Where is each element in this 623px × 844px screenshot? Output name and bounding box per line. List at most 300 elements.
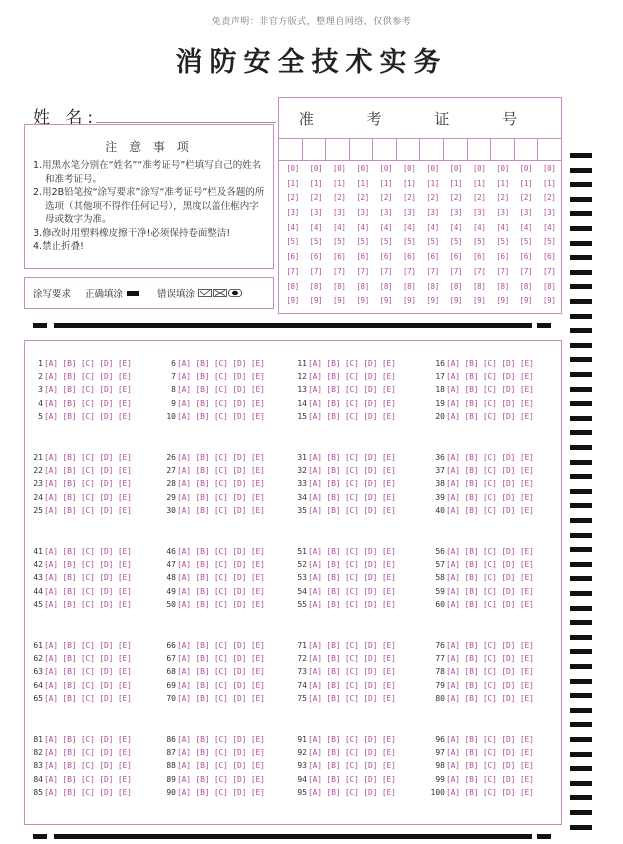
top-divider [54, 323, 532, 328]
question-number: 39 [435, 492, 445, 502]
exam-id-digit-bubble[interactable]: [4] [379, 222, 393, 232]
exam-id-digit-bubble[interactable]: [7] [449, 266, 463, 276]
answer-options[interactable]: [A] [B] [C] [D] [E] [44, 748, 132, 758]
answer-column [425, 451, 534, 517]
exam-id-box-3[interactable] [326, 138, 350, 160]
answer-options[interactable]: [A] [B] [C] [D] [E] [177, 693, 265, 703]
answer-options[interactable]: [A] [B] [C] [D] [E] [446, 560, 534, 570]
answer-options[interactable]: [A] [B] [C] [D] [E] [446, 693, 534, 703]
answer-options[interactable]: [A] [B] [C] [D] [E] [446, 761, 534, 771]
name-field[interactable] [96, 122, 276, 123]
exam-id-digit-bubble[interactable]: [7] [542, 266, 556, 276]
question-number: 83 [33, 761, 43, 771]
exam-id-digit-bubble[interactable]: [3] [356, 208, 369, 218]
exam-id-digit-bubble[interactable]: [6] [496, 252, 509, 262]
exam-id-column [328, 162, 351, 309]
answer-options[interactable]: [A] [B] [C] [D] [E] [308, 560, 396, 570]
exam-id-box-9[interactable] [468, 138, 492, 160]
exam-id-digit-bubble[interactable]: [8] [402, 281, 416, 291]
answer-options[interactable]: [A] [B] [C] [D] [E] [308, 398, 396, 408]
question-row [425, 773, 534, 786]
exam-id-digit-bubble[interactable]: [9] [496, 296, 509, 306]
answer-options[interactable]: [A] [B] [C] [D] [E] [446, 641, 534, 650]
exam-id-digit-bubble[interactable]: [4] [286, 222, 299, 232]
question-row [29, 759, 132, 772]
answer-options[interactable]: [A] [B] [C] [D] [E] [177, 492, 265, 502]
question-number: 51 [297, 547, 307, 556]
exam-id-digit-bubble[interactable]: [3] [426, 208, 439, 218]
answer-options[interactable]: [A] [B] [C] [D] [E] [177, 453, 265, 462]
exam-id-digit-bubble[interactable]: [1] [356, 178, 369, 188]
answer-options[interactable]: [A] [B] [C] [D] [E] [308, 492, 396, 502]
exam-id-digit-bubble[interactable]: [6] [449, 252, 463, 262]
exam-id-digit-bubble[interactable]: [8] [519, 281, 533, 291]
answer-options[interactable]: [A] [B] [C] [D] [E] [177, 654, 265, 664]
question-number: 98 [435, 761, 445, 771]
exam-id-digit-bubble[interactable]: [7] [402, 266, 416, 276]
exam-id-digit-bubble[interactable]: [4] [472, 222, 486, 232]
question-row [293, 759, 396, 772]
answer-options[interactable]: [A] [B] [C] [D] [E] [44, 667, 132, 677]
question-row [29, 665, 132, 678]
exam-id-digit-bubble[interactable]: [2] [519, 193, 533, 203]
answer-options[interactable]: [A] [B] [C] [D] [E] [446, 573, 534, 583]
exam-id-digit-bubble[interactable]: [3] [402, 208, 416, 218]
exam-id-digit-bubble[interactable]: [5] [472, 237, 486, 247]
exam-id-box-8[interactable] [444, 138, 468, 160]
exam-id-digit-bubble[interactable]: [3] [496, 208, 509, 218]
answer-options[interactable]: [A] [B] [C] [D] [E] [177, 667, 265, 677]
question-number: 75 [297, 693, 307, 703]
question-number: 30 [166, 505, 176, 515]
answer-options[interactable]: [A] [B] [C] [D] [E] [308, 505, 396, 515]
answer-options[interactable]: [A] [B] [C] [D] [E] [177, 787, 265, 797]
question-row [293, 746, 396, 759]
exam-id-digit-bubble[interactable]: [3] [542, 208, 556, 218]
exam-id-digit-bubble[interactable]: [4] [402, 222, 416, 232]
exam-id-digit-bubble[interactable]: [1] [286, 178, 299, 188]
answer-options[interactable]: [A] [B] [C] [D] [E] [177, 586, 265, 596]
answer-options[interactable]: [A] [B] [C] [D] [E] [446, 667, 534, 677]
timing-mark [570, 518, 592, 523]
exam-id-digit-bubble[interactable]: [5] [309, 237, 323, 247]
exam-id-digit-bubble[interactable]: [2] [356, 193, 369, 203]
exam-id-digit-bubble[interactable]: [9] [519, 296, 533, 306]
exam-id-digit-bubble[interactable]: [1] [496, 178, 509, 188]
answer-options[interactable]: [A] [B] [C] [D] [E] [446, 385, 534, 395]
exam-id-digit-bubble[interactable]: [8] [356, 281, 369, 291]
question-row [29, 451, 132, 464]
answer-options[interactable]: [A] [B] [C] [D] [E] [177, 680, 265, 690]
exam-id-digit-bubble[interactable]: [9] [309, 296, 323, 306]
exam-id-digit-bubble[interactable]: [6] [402, 252, 416, 262]
answer-options[interactable]: [A] [B] [C] [D] [E] [44, 385, 132, 395]
question-number: 47 [166, 560, 176, 570]
question-number: 67 [166, 654, 176, 664]
answer-options[interactable]: [A] [B] [C] [D] [E] [308, 586, 396, 596]
exam-id-box-6[interactable] [397, 138, 421, 160]
exam-id-digit-bubble[interactable]: [8] [332, 281, 346, 291]
exam-id-digit-bubble[interactable]: [5] [426, 237, 439, 247]
answer-options[interactable]: [A] [B] [C] [D] [E] [44, 573, 132, 583]
answer-options[interactable]: [A] [B] [C] [D] [E] [446, 599, 534, 609]
exam-id-box-4[interactable] [350, 138, 374, 160]
exam-id-digit-bubble[interactable]: [3] [332, 208, 346, 218]
exam-id-digit-bubble[interactable]: [5] [379, 237, 393, 247]
answer-column [29, 733, 132, 799]
exam-id-column [538, 162, 561, 309]
exam-id-digit-bubble[interactable]: [2] [426, 193, 439, 203]
answer-options[interactable]: [A] [B] [C] [D] [E] [44, 359, 132, 368]
exam-id-digit-bubble[interactable]: [3] [472, 208, 486, 218]
answer-options[interactable]: [A] [B] [C] [D] [E] [308, 641, 396, 650]
question-row [29, 504, 132, 517]
answer-options[interactable]: [A] [B] [C] [D] [E] [44, 761, 132, 771]
exam-id-digit-bubble[interactable]: [3] [519, 208, 533, 218]
answer-options[interactable]: [A] [B] [C] [D] [E] [177, 774, 265, 784]
exam-id-digit-bubble[interactable]: [6] [542, 252, 556, 262]
answer-options[interactable]: [A] [B] [C] [D] [E] [446, 774, 534, 784]
answer-options[interactable]: [A] [B] [C] [D] [E] [44, 693, 132, 703]
question-number: 33 [297, 479, 307, 489]
timing-mark [570, 576, 592, 581]
exam-id-digit-bubble[interactable]: [2] [496, 193, 509, 203]
exam-id-digit-bubble[interactable]: [5] [402, 237, 416, 247]
exam-id-digit-bubble[interactable]: [9] [286, 296, 299, 306]
exam-id-digit-bubble[interactable]: [6] [426, 252, 439, 262]
exam-id-digit-bubble[interactable]: [5] [332, 237, 346, 247]
exam-id-digit-bubble[interactable]: [6] [309, 252, 323, 262]
question-row [425, 491, 534, 504]
answer-options[interactable]: [A] [B] [C] [D] [E] [446, 453, 534, 462]
exam-id-digit-bubble[interactable]: [0] [286, 164, 299, 173]
question-row [425, 383, 534, 396]
answer-options[interactable]: [A] [B] [C] [D] [E] [44, 492, 132, 502]
bottom-divider-right [537, 834, 551, 839]
answer-options[interactable]: [A] [B] [C] [D] [E] [177, 411, 265, 421]
answer-options[interactable]: [A] [B] [C] [D] [E] [446, 787, 534, 797]
exam-id-digit-bubble[interactable]: [9] [332, 296, 346, 306]
question-number: 90 [166, 787, 176, 797]
exam-id-digit-bubble[interactable]: [9] [356, 296, 369, 306]
exam-id-digit-bubble[interactable]: [0] [309, 164, 323, 173]
answer-options[interactable]: [A] [B] [C] [D] [E] [308, 735, 396, 744]
exam-id-digit-bubble[interactable]: [1] [519, 178, 533, 188]
exam-id-digit-bubble[interactable]: [1] [309, 178, 323, 188]
exam-id-digit-bubble[interactable]: [9] [402, 296, 416, 306]
exam-id-digit-bubble[interactable]: [8] [286, 281, 299, 291]
answer-column [425, 639, 534, 705]
exam-id-digit-bubble[interactable]: [8] [496, 281, 509, 291]
exam-id-box-2[interactable] [303, 138, 327, 160]
question-number: 70 [166, 693, 176, 703]
answer-options[interactable]: [A] [B] [C] [D] [E] [446, 398, 534, 408]
exam-id-digit-bubble[interactable]: [7] [426, 266, 439, 276]
question-row [162, 692, 265, 705]
exam-id-digit-bubble[interactable]: [4] [542, 222, 556, 232]
question-row [29, 410, 132, 423]
exam-id-digit-bubble[interactable]: [3] [449, 208, 463, 218]
answer-options[interactable]: [A] [B] [C] [D] [E] [44, 398, 132, 408]
exam-id-digit-bubble[interactable]: [8] [472, 281, 486, 291]
answer-options[interactable]: [A] [B] [C] [D] [E] [177, 359, 265, 368]
exam-id-digit-bubble[interactable]: [0] [402, 164, 416, 173]
answer-options[interactable]: [A] [B] [C] [D] [E] [446, 359, 534, 368]
exam-id-digit-bubble[interactable]: [2] [472, 193, 486, 203]
answer-options[interactable]: [A] [B] [C] [D] [E] [177, 573, 265, 583]
answer-options[interactable]: [A] [B] [C] [D] [E] [446, 372, 534, 382]
exam-id-box-5[interactable] [373, 138, 397, 160]
exam-id-digit-bubble[interactable]: [2] [286, 193, 299, 203]
answer-options[interactable]: [A] [B] [C] [D] [E] [177, 641, 265, 650]
answer-options[interactable]: [A] [B] [C] [D] [E] [446, 680, 534, 690]
exam-id-digit-bubble[interactable]: [7] [519, 266, 533, 276]
answer-options[interactable]: [A] [B] [C] [D] [E] [446, 586, 534, 596]
exam-id-digit-bubble[interactable]: [7] [379, 266, 393, 276]
exam-id-box-10[interactable] [491, 138, 515, 160]
answer-options[interactable]: [A] [B] [C] [D] [E] [44, 680, 132, 690]
exam-id-digit-bubble[interactable]: [7] [286, 266, 299, 276]
answer-options[interactable]: [A] [B] [C] [D] [E] [44, 599, 132, 609]
question-number: 86 [166, 735, 176, 744]
question-row [425, 598, 534, 611]
question-row [293, 464, 396, 477]
exam-id-digit-bubble[interactable]: [4] [496, 222, 509, 232]
exam-id-digit-bubble[interactable]: [2] [379, 193, 393, 203]
question-number: 15 [297, 411, 307, 421]
timing-mark [570, 766, 592, 771]
answer-options[interactable]: [A] [B] [C] [D] [E] [308, 359, 396, 368]
exam-id-digit-bubble[interactable]: [9] [379, 296, 393, 306]
answer-options[interactable]: [A] [B] [C] [D] [E] [177, 735, 265, 744]
answer-options[interactable]: [A] [B] [C] [D] [E] [308, 385, 396, 395]
answer-options[interactable]: [A] [B] [C] [D] [E] [446, 466, 534, 476]
answer-options[interactable]: [A] [B] [C] [D] [E] [44, 560, 132, 570]
answer-options[interactable]: [A] [B] [C] [D] [E] [308, 680, 396, 690]
answer-options[interactable]: [A] [B] [C] [D] [E] [446, 547, 534, 556]
exam-id-digit-bubble[interactable]: [7] [332, 266, 346, 276]
exam-id-digit-bubble[interactable]: [5] [496, 237, 509, 247]
answer-options[interactable]: [A] [B] [C] [D] [E] [44, 505, 132, 515]
answer-options[interactable]: [A] [B] [C] [D] [E] [177, 547, 265, 556]
exam-id-digit-bubble[interactable]: [4] [356, 222, 369, 232]
exam-id-digit-bubble[interactable]: [8] [309, 281, 323, 291]
exam-id-digit-bubble[interactable]: [6] [519, 252, 533, 262]
exam-id-digit-bubble[interactable]: [2] [332, 193, 346, 203]
question-number: 71 [297, 641, 307, 650]
answer-options[interactable]: [A] [B] [C] [D] [E] [44, 654, 132, 664]
question-row [293, 545, 396, 558]
answer-column [293, 451, 396, 517]
question-row [293, 558, 396, 571]
question-number: 92 [297, 748, 307, 758]
question-number: 66 [166, 641, 176, 650]
question-number: 45 [33, 599, 43, 609]
notice-item-3: 3.修改时用塑料橡皮擦干净!必须保持卷面整洁! [33, 227, 231, 239]
question-number: 79 [435, 680, 445, 690]
answer-options[interactable]: [A] [B] [C] [D] [E] [308, 599, 396, 609]
exam-id-write-boxes[interactable] [279, 138, 561, 161]
question-number: 81 [33, 735, 43, 744]
answer-options[interactable]: [A] [B] [C] [D] [E] [446, 748, 534, 758]
exam-id-digit-bubble[interactable]: [7] [356, 266, 369, 276]
exam-id-digit-bubble[interactable]: [3] [309, 208, 323, 218]
exam-id-digit-bubble[interactable]: [1] [472, 178, 486, 188]
answer-options[interactable]: [A] [B] [C] [D] [E] [308, 774, 396, 784]
exam-id-digit-bubble[interactable]: [7] [472, 266, 486, 276]
wrong-fill-label: 错误填涂 [157, 289, 196, 300]
answer-options[interactable]: [A] [B] [C] [D] [E] [308, 761, 396, 771]
exam-id-digit-bubble[interactable]: [4] [426, 222, 439, 232]
answer-options[interactable]: [A] [B] [C] [D] [E] [308, 411, 396, 421]
exam-id-digit-bubble[interactable]: [1] [379, 178, 393, 188]
answer-options[interactable]: [A] [B] [C] [D] [E] [177, 748, 265, 758]
exam-id-box-7[interactable] [420, 138, 444, 160]
answer-options[interactable]: [A] [B] [C] [D] [E] [177, 385, 265, 395]
answer-options[interactable]: [A] [B] [C] [D] [E] [177, 398, 265, 408]
question-row [293, 383, 396, 396]
exam-id-digit-bubble[interactable]: [7] [309, 266, 323, 276]
answer-options[interactable]: [A] [B] [C] [D] [E] [44, 547, 132, 556]
exam-id-digit-bubble[interactable]: [1] [542, 178, 556, 188]
exam-id-digit-bubble[interactable]: [1] [449, 178, 463, 188]
answer-options[interactable]: [A] [B] [C] [D] [E] [446, 505, 534, 515]
question-number: 78 [435, 667, 445, 677]
exam-id-digit-bubble[interactable]: [1] [332, 178, 346, 188]
exam-id-digit-bubble[interactable]: [8] [426, 281, 439, 291]
answer-options[interactable]: [A] [B] [C] [D] [E] [177, 560, 265, 570]
exam-id-digit-bubble[interactable]: [0] [356, 164, 369, 173]
answer-options[interactable]: [A] [B] [C] [D] [E] [446, 735, 534, 744]
exam-id-digit-bubble[interactable]: [3] [286, 208, 299, 218]
exam-id-digit-bubble[interactable]: [4] [449, 222, 463, 232]
timing-mark [570, 474, 592, 479]
answer-options[interactable]: [A] [B] [C] [D] [E] [44, 586, 132, 596]
timing-mark [570, 401, 592, 406]
exam-id-box-11[interactable] [515, 138, 539, 160]
question-number: 34 [297, 492, 307, 502]
answer-options[interactable]: [A] [B] [C] [D] [E] [308, 654, 396, 664]
exam-id-digit-bubble[interactable]: [3] [379, 208, 393, 218]
exam-id-digit-bubble[interactable]: [2] [309, 193, 323, 203]
exam-id-digit-bubble[interactable]: [9] [426, 296, 439, 306]
exam-id-digit-bubble[interactable]: [9] [542, 296, 556, 306]
answer-options[interactable]: [A] [B] [C] [D] [E] [44, 372, 132, 382]
exam-id-digit-bubble[interactable]: [0] [519, 164, 533, 173]
exam-id-digit-bubble[interactable]: [5] [449, 237, 463, 247]
answer-options[interactable]: [A] [B] [C] [D] [E] [308, 547, 396, 556]
answer-options[interactable]: [A] [B] [C] [D] [E] [308, 453, 396, 462]
question-number: 53 [297, 573, 307, 583]
answer-options[interactable]: [A] [B] [C] [D] [E] [177, 466, 265, 476]
answer-options[interactable]: [A] [B] [C] [D] [E] [446, 479, 534, 489]
answer-options[interactable]: [A] [B] [C] [D] [E] [177, 761, 265, 771]
exam-id-digit-bubble[interactable]: [9] [472, 296, 486, 306]
answer-options[interactable]: [A] [B] [C] [D] [E] [308, 573, 396, 583]
exam-id-digit-bubble[interactable]: [6] [332, 252, 346, 262]
answer-options[interactable]: [A] [B] [C] [D] [E] [177, 372, 265, 382]
answer-options[interactable]: [A] [B] [C] [D] [E] [44, 453, 132, 462]
question-number: 14 [297, 398, 307, 408]
answer-options[interactable]: [A] [B] [C] [D] [E] [308, 748, 396, 758]
question-row [29, 370, 132, 383]
exam-id-digit-bubble[interactable]: [5] [542, 237, 556, 247]
exam-id-digit-bubble[interactable]: [8] [449, 281, 463, 291]
question-row [162, 652, 265, 665]
exam-id-digit-bubble[interactable]: [2] [542, 193, 556, 203]
exam-id-digit-bubble[interactable]: [7] [496, 266, 509, 276]
exam-id-digit-bubble[interactable]: [0] [426, 164, 439, 173]
exam-id-digit-bubble[interactable]: [4] [519, 222, 533, 232]
answer-options[interactable]: [A] [B] [C] [D] [E] [308, 372, 396, 382]
answer-options[interactable]: [A] [B] [C] [D] [E] [44, 774, 132, 784]
question-number: 9 [171, 398, 176, 408]
answer-options[interactable]: [A] [B] [C] [D] [E] [308, 787, 396, 797]
exam-id-digit-bubble[interactable]: [5] [519, 237, 533, 247]
timing-mark [570, 810, 592, 815]
answer-options[interactable]: [A] [B] [C] [D] [E] [308, 667, 396, 677]
question-row [293, 652, 396, 665]
answer-options[interactable]: [A] [B] [C] [D] [E] [44, 479, 132, 489]
question-number: 69 [166, 680, 176, 690]
exam-id-box-12[interactable] [538, 138, 561, 160]
correct-fill-label: 正确填涂 [85, 289, 124, 300]
timing-mark [570, 314, 592, 319]
exam-id-digit-bubble[interactable]: [8] [542, 281, 556, 291]
exam-id-digit-bubble[interactable]: [5] [286, 237, 299, 247]
answer-options[interactable]: [A] [B] [C] [D] [E] [308, 466, 396, 476]
exam-id-digit-bubble[interactable]: [1] [426, 178, 439, 188]
answer-options[interactable]: [A] [B] [C] [D] [E] [446, 654, 534, 664]
answer-options[interactable]: [A] [B] [C] [D] [E] [308, 479, 396, 489]
exam-id-digit-bubble[interactable]: [6] [472, 252, 486, 262]
exam-id-digit-bubble[interactable]: [1] [402, 178, 416, 188]
answer-options[interactable]: [A] [B] [C] [D] [E] [177, 599, 265, 609]
exam-id-box-1[interactable] [279, 138, 303, 160]
question-row [162, 585, 265, 598]
exam-id-digit-bubble[interactable]: [0] [332, 164, 346, 173]
answer-options[interactable]: [A] [B] [C] [D] [E] [308, 693, 396, 703]
exam-id-digit-bubble[interactable]: [6] [379, 252, 393, 262]
answer-options[interactable]: [A] [B] [C] [D] [E] [44, 641, 132, 650]
exam-id-digit-bubble[interactable]: [0] [379, 164, 393, 173]
exam-id-digit-bubble[interactable]: [2] [449, 193, 463, 203]
exam-id-digit-bubble[interactable]: [0] [542, 164, 556, 173]
answer-options[interactable]: [A] [B] [C] [D] [E] [446, 492, 534, 502]
answer-options[interactable]: [A] [B] [C] [D] [E] [177, 505, 265, 515]
exam-id-digit-bubble[interactable]: [4] [332, 222, 346, 232]
exam-id-digit-bubble[interactable]: [0] [472, 164, 486, 173]
exam-id-digit-bubble[interactable]: [6] [356, 252, 369, 262]
exam-id-box [278, 97, 562, 314]
answer-options[interactable]: [A] [B] [C] [D] [E] [44, 787, 132, 797]
exam-id-digit-bubble[interactable]: [0] [449, 164, 463, 173]
exam-id-digit-bubble[interactable]: [4] [309, 222, 323, 232]
answer-options[interactable]: [A] [B] [C] [D] [E] [44, 411, 132, 421]
answer-options[interactable]: [A] [B] [C] [D] [E] [446, 411, 534, 421]
exam-id-digit-bubble[interactable]: [9] [449, 296, 463, 306]
answer-options[interactable]: [A] [B] [C] [D] [E] [44, 735, 132, 744]
question-row [162, 786, 265, 799]
exam-id-digit-bubble[interactable]: [8] [379, 281, 393, 291]
exam-id-column [374, 162, 397, 309]
exam-id-digit-bubble[interactable]: [5] [356, 237, 369, 247]
exam-id-digit-bubble[interactable]: [6] [286, 252, 299, 262]
exam-id-digit-bubble[interactable]: [2] [402, 193, 416, 203]
answer-options[interactable]: [A] [B] [C] [D] [E] [177, 479, 265, 489]
exam-id-digit-bubble[interactable]: [0] [496, 164, 509, 173]
answer-options[interactable]: [A] [B] [C] [D] [E] [44, 466, 132, 476]
